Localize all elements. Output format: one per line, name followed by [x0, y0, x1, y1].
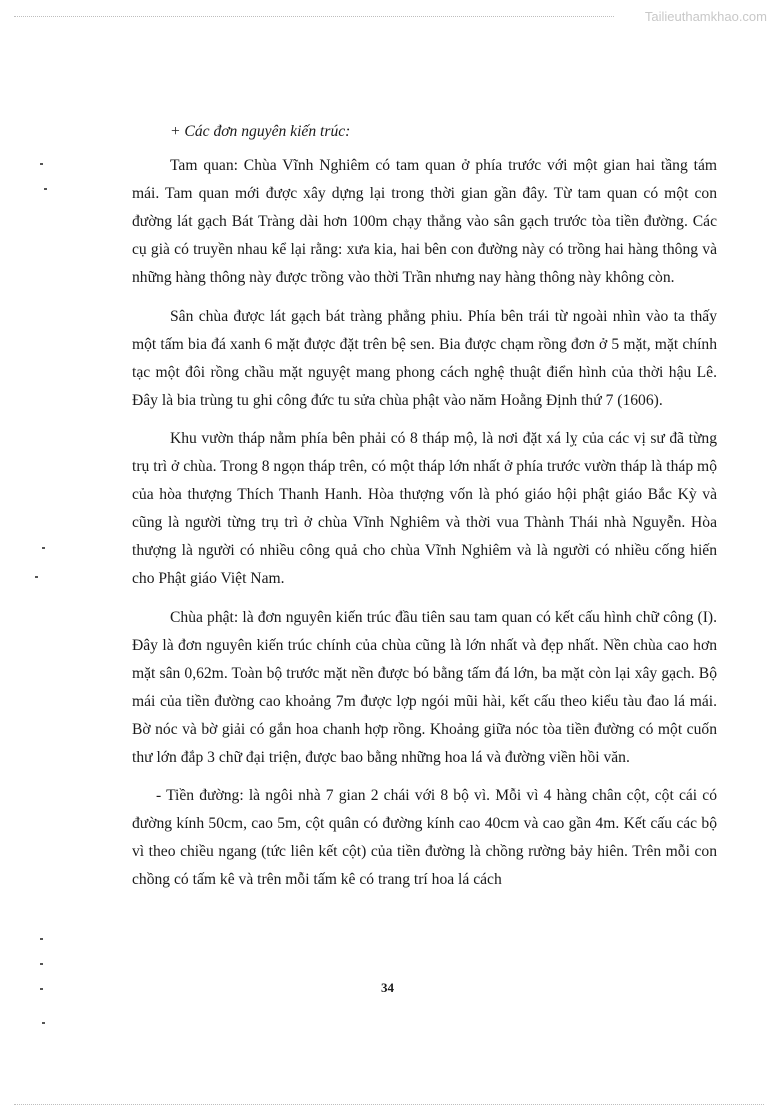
paragraph-vuon-thap: Khu vườn tháp nằm phía bên phải có 8 tháp mộ, là nơi đặt xá lỵ của các vị sư đã từng trụ trì ở chùa. Trong 8 ngọn tháp trên, có một tháp lớn nhất ở phía trước vườn tháp là tháp mộ của hòa thượng Thích Thanh Hanh. Hòa thượng vốn là phó giáo hội phật giáo Bắc Kỳ và cũng là người từng trụ trì ở chùa Vĩnh Nghiêm và thời vua Thành Thái nhà Nguyễn. Hòa thượng là người có nhiều công quả cho chùa Vĩnh Nghiêm và là người có nhiều cống hiến cho Phật giáo Việt Nam.: [132, 429, 717, 588]
paragraph-tien-duong: - Tiền đường: là ngôi nhà 7 gian 2 chái với 8 bộ vì. Mỗi vì 4 hàng chân cột, cột cái có đường kính 50cm, cao 5m, cột quân có đường kính cao 40cm và cao gần 4m. Kết cấu các bộ vì theo chiều ngang (tức liên kết cột) của tiền đường là chồng rường bảy hiên. Trên mỗi con chồng có tấm kê và trên mỗi tấm kê có trang trí hoa lá cách: [132, 787, 717, 889]
scan-speck: [35, 576, 38, 578]
document-body: [132, 118, 717, 904]
page-number: 34: [381, 980, 394, 995]
paragraph-san-chua: Sân chùa được lát gạch bát tràng phẳng phiu. Phía bên trái từ ngoài nhìn vào ta thấy một tấm bia đá xanh 6 mặt được đặt trên bệ sen. Bia được chạm rồng đơn ở 5 mặt, mặt chính tạc một đôi rồng chầu mặt nguyệt mang phong cách nghệ thuật điển hình của thời hậu Lê. Đây là bia trùng tu ghi công đức tu sửa chùa phật vào năm Hoằng Định thứ 7 (1606).: [132, 307, 717, 409]
scan-top-edge: [14, 8, 614, 17]
scan-speck: [40, 163, 43, 165]
scan-bottom-edge: [14, 1104, 764, 1111]
scan-speck: [40, 938, 43, 940]
scan-speck: [44, 188, 47, 190]
section-heading: + Các đơn nguyên kiến trúc:: [170, 123, 351, 140]
scan-speck: [42, 1022, 45, 1024]
paragraph-tam-quan: Tam quan: Chùa Vĩnh Nghiêm có tam quan ở phía trước với một gian hai tầng tám mái. Tam quan mới được xây dựng lại trong thời gian gần đây. Từ tam quan có một con đường lát gạch Bát Tràng dài hơn 100m chạy thẳng vào sân gạch trước tòa tiền đường. Các cụ già có truyền nhau kể lại rằng: xưa kia, hai bên con đường này có trồng hai hàng thông và những hàng thông này được trồng vào thời Trần nhưng nay hàng thông này không còn.: [132, 157, 717, 287]
scan-speck: [42, 547, 45, 549]
watermark: Tailieuthamkhao.com: [644, 9, 767, 24]
scan-speck: [40, 963, 43, 965]
paragraph-chua-phat: Chùa phật: là đơn nguyên kiến trúc đầu tiên sau tam quan có kết cấu hình chữ công (I). Đây là đơn nguyên kiến trúc chính của chùa cũng là lớn nhất và đẹp nhất. Nền chùa cao hơn mặt sân 0,62m. Toàn bộ trước mặt nền được bó bằng tấm đá lớn, ba mặt còn lại xây gạch. Bộ mái của tiền đường cao khoảng 7m được lợp ngói mũi hài, kết cấu theo kiểu tàu đao lá mái. Bờ nóc và bờ giải có gắn hoa chanh hợp rồng. Khoảng giữa nóc tòa tiền đường có một cuốn thư lớn đắp 3 chữ đại triện, được bao bằng những hoa lá và đường viền hồi văn.: [132, 608, 717, 766]
